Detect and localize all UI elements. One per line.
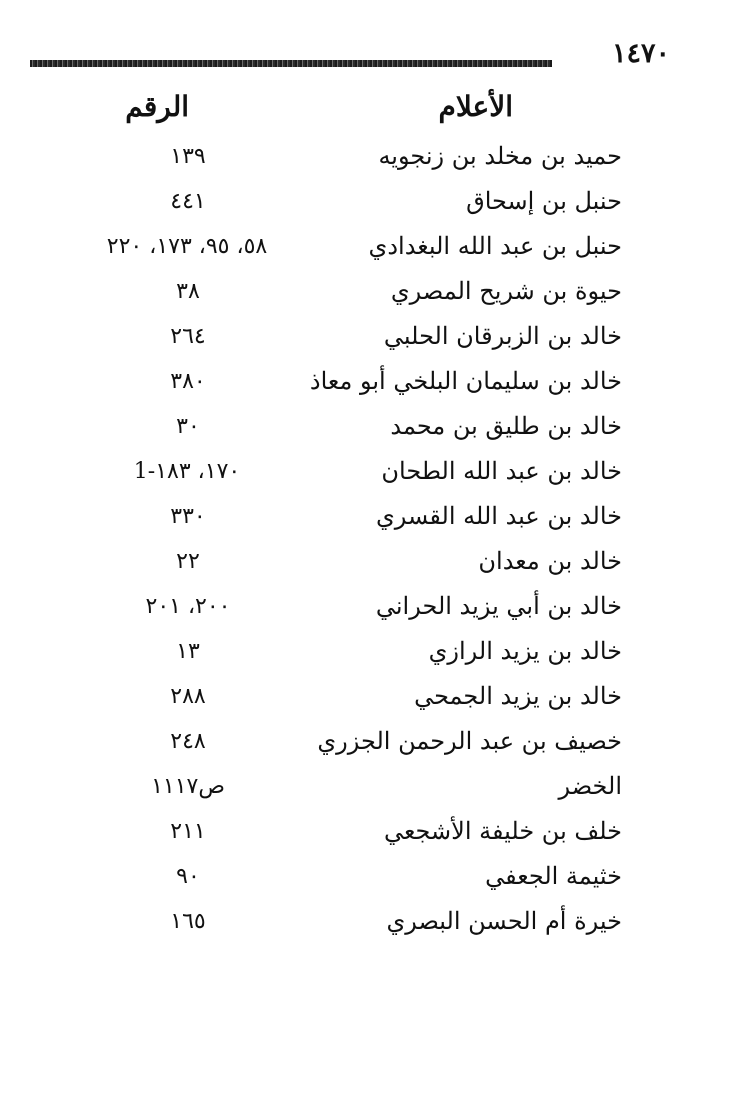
index-entry bbox=[0, 277, 747, 322]
entry-name: الخضر bbox=[558, 772, 622, 800]
entry-reference: ٥٨، ٩٥، ١٧٣، ٢٢٠ bbox=[106, 234, 268, 259]
entry-name: خالد بن يزيد الرازي bbox=[428, 637, 622, 665]
index-entry bbox=[0, 142, 747, 187]
index-entry bbox=[0, 682, 747, 727]
index-entry bbox=[0, 862, 747, 907]
index-entry bbox=[0, 592, 747, 637]
entry-reference: ٢٨٨ bbox=[170, 684, 206, 709]
entry-reference: ١٧٠، ١٨٣-1 bbox=[133, 459, 241, 484]
index-entry bbox=[0, 772, 747, 817]
entry-reference: ٢٢ bbox=[176, 549, 200, 574]
entry-reference: ١٣ bbox=[176, 639, 200, 664]
entry-reference: ص١١١٧ bbox=[151, 774, 225, 799]
index-entry bbox=[0, 322, 747, 367]
entry-reference: ٣٠ bbox=[176, 414, 200, 439]
entry-name: خالد بن عبد الله القسري bbox=[375, 502, 622, 530]
entry-name: خيرة أم الحسن البصري bbox=[386, 907, 622, 935]
entry-reference: ٢١١ bbox=[170, 819, 206, 844]
index-entry bbox=[0, 367, 747, 412]
entry-reference: ٩٠ bbox=[176, 864, 200, 889]
entry-name: خالد بن أبي يزيد الحراني bbox=[375, 592, 622, 620]
entry-name: خصيف بن عبد الرحمن الجزري bbox=[317, 727, 622, 755]
entry-reference: ٢٤٨ bbox=[170, 729, 206, 754]
entry-name: خالد بن سليمان البلخي أبو معاذ bbox=[309, 367, 622, 395]
index-entry bbox=[0, 457, 747, 502]
numbers-column-header: الرقم bbox=[125, 90, 189, 123]
index-entry bbox=[0, 817, 747, 862]
entry-reference: ٤٤١ bbox=[170, 189, 206, 214]
index-entry bbox=[0, 232, 747, 277]
index-entry bbox=[0, 907, 747, 952]
entry-name: حنبل بن إسحاق bbox=[466, 187, 622, 215]
entry-reference: ٢٦٤ bbox=[170, 324, 206, 349]
names-column-header: الأعلام bbox=[438, 90, 513, 123]
entry-name: خالد بن معدان bbox=[478, 547, 622, 575]
index-entry bbox=[0, 502, 747, 547]
header-rule bbox=[30, 60, 552, 67]
entry-name: حنبل بن عبد الله البغدادي bbox=[368, 232, 622, 260]
entry-reference: ٣٨ bbox=[176, 279, 200, 304]
index-entry bbox=[0, 727, 747, 772]
index-entry bbox=[0, 412, 747, 457]
entry-reference: ٣٣٠ bbox=[170, 504, 206, 529]
entry-reference: ٣٨٠ bbox=[170, 369, 206, 394]
index-entry bbox=[0, 547, 747, 592]
entry-name: خالد بن طليق بن محمد bbox=[390, 412, 622, 440]
page-number: ١٤٧٠ bbox=[611, 38, 670, 69]
entry-name: خلف بن خليفة الأشجعي bbox=[383, 817, 622, 845]
entry-name: خثيمة الجعفي bbox=[485, 862, 622, 890]
index-entry bbox=[0, 637, 747, 682]
index-list bbox=[0, 142, 747, 952]
entry-reference: ١٣٩ bbox=[170, 144, 206, 169]
index-entry bbox=[0, 187, 747, 232]
entry-name: خالد بن الزبرقان الحلبي bbox=[383, 322, 622, 350]
entry-reference: ٢٠٠، ٢٠١ bbox=[145, 594, 231, 619]
entry-name: خالد بن يزيد الجمحي bbox=[414, 682, 622, 710]
entry-reference: ١٦٥ bbox=[170, 909, 206, 934]
entry-name: خالد بن عبد الله الطحان bbox=[381, 457, 622, 485]
entry-name: حيوة بن شريح المصري bbox=[390, 277, 622, 305]
entry-name: حميد بن مخلد بن زنجويه bbox=[378, 142, 622, 170]
